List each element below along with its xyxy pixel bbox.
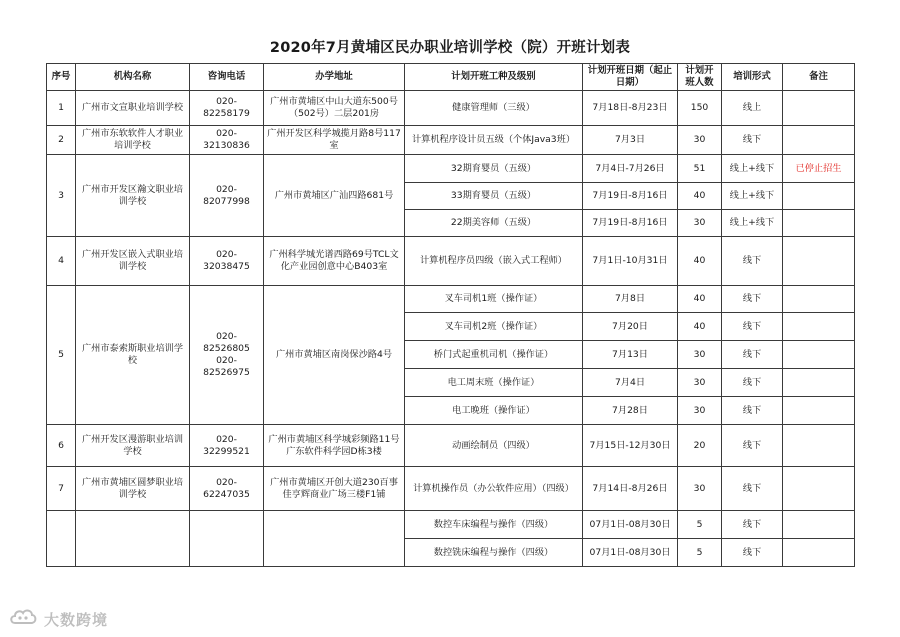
cell-mode: 线下 — [722, 425, 783, 467]
cell-date: 7月19日-8月16日 — [583, 210, 678, 237]
cell-date: 7月19日-8月16日 — [583, 183, 678, 210]
cell-course: 数控铣床编程与操作（四级） — [405, 539, 583, 567]
cell-mode: 线下 — [722, 126, 783, 155]
watermark — [8, 606, 108, 632]
cell-note — [783, 91, 855, 126]
cell-phone: 020-32130836 — [190, 126, 264, 155]
cell-note — [783, 425, 855, 467]
cell-date: 07月1日-08月30日 — [583, 511, 678, 539]
cell-no: 2 — [47, 126, 76, 155]
cell-org: 广州市黄埔区圆梦职业培训学校 — [76, 467, 190, 511]
cell-mode: 线下 — [722, 397, 783, 425]
cell-no: 5 — [47, 286, 76, 425]
cell-org: 广州开发区嵌入式职业培训学校 — [76, 237, 190, 286]
header-mode: 培训形式 — [722, 64, 783, 91]
cell-date: 7月28日 — [583, 397, 678, 425]
cell-address: 广州市黄埔区广汕四路681号 — [264, 155, 405, 237]
cell-course: 桥门式起重机司机（操作证） — [405, 341, 583, 369]
cell-org: 广州市开发区瀚文职业培训学校 — [76, 155, 190, 237]
cell-note — [783, 210, 855, 237]
table-row — [47, 286, 855, 313]
cloud-logo-icon — [8, 605, 38, 633]
cell-course: 电工晚班（操作证） — [405, 397, 583, 425]
cell-date: 7月20日 — [583, 313, 678, 341]
cell-mode: 线下 — [722, 467, 783, 511]
cell-course: 电工周末班（操作证） — [405, 369, 583, 397]
cell-date: 7月14日-8月26日 — [583, 467, 678, 511]
cell-course: 计算机程序员四级（嵌入式工程师） — [405, 237, 583, 286]
cell-phone: 020-82526805 020-82526975 — [190, 286, 264, 425]
cell-mode: 线下 — [722, 313, 783, 341]
header-course: 计划开班工种及级别 — [405, 64, 583, 91]
table-row — [47, 511, 855, 539]
header-phone: 咨询电话 — [190, 64, 264, 91]
cell-address: 广州市黄埔区开创大道230百事佳亨辉商业广场三楼F1铺 — [264, 467, 405, 511]
cell-note — [783, 467, 855, 511]
cell-course: 22期美容师（五级） — [405, 210, 583, 237]
cell-address: 广州开发区科学城揽月路8号117室 — [264, 126, 405, 155]
cell-course: 动画绘制员（四级） — [405, 425, 583, 467]
table-row — [47, 155, 855, 183]
cell-phone: 020-32038475 — [190, 237, 264, 286]
cell-course: 计算机程序设计员五级（个体Java3班） — [405, 126, 583, 155]
cell-note — [783, 237, 855, 286]
cell-note — [783, 397, 855, 425]
cell-note — [783, 511, 855, 539]
cell-no — [47, 511, 76, 567]
cell-note — [783, 369, 855, 397]
cell-address: 广州科学城光谱西路69号TCL文化产业园创意中心B403室 — [264, 237, 405, 286]
cell-count: 40 — [678, 183, 722, 210]
table-row — [47, 467, 855, 511]
cell-count: 40 — [678, 286, 722, 313]
header-note: 备注 — [783, 64, 855, 91]
cell-address — [264, 511, 405, 567]
cell-course: 数控车床编程与操作（四级） — [405, 511, 583, 539]
cell-note — [783, 183, 855, 210]
cell-mode: 线上+线下 — [722, 210, 783, 237]
cell-no: 6 — [47, 425, 76, 467]
cell-date: 7月3日 — [583, 126, 678, 155]
cell-org: 广州开发区漫游职业培训学校 — [76, 425, 190, 467]
cell-count: 150 — [678, 91, 722, 126]
cell-count: 5 — [678, 539, 722, 567]
cell-phone: 020-82077998 — [190, 155, 264, 237]
cell-address: 广州市黄埔区中山大道东500号（502号）二层201房 — [264, 91, 405, 126]
cell-mode: 线下 — [722, 511, 783, 539]
cell-count: 30 — [678, 467, 722, 511]
cell-phone — [190, 511, 264, 567]
cell-address: 广州市黄埔区南岗保沙路4号 — [264, 286, 405, 425]
cell-date: 7月1日-10月31日 — [583, 237, 678, 286]
training-plan-table — [46, 63, 855, 567]
cell-phone: 020-82258179 — [190, 91, 264, 126]
cell-date: 07月1日-08月30日 — [583, 539, 678, 567]
table-row — [47, 237, 855, 286]
cell-note — [783, 313, 855, 341]
page-title: 2020年7月黄埔区民办职业培训学校（院）开班计划表 — [269, 40, 631, 56]
cell-mode: 线下 — [722, 286, 783, 313]
cell-note — [783, 539, 855, 567]
cell-date: 7月13日 — [583, 341, 678, 369]
cell-count: 30 — [678, 397, 722, 425]
cell-mode: 线下 — [722, 237, 783, 286]
cell-no: 4 — [47, 237, 76, 286]
cell-org: 广州市东软软件人才职业培训学校 — [76, 126, 190, 155]
cell-phone: 020-32299521 — [190, 425, 264, 467]
cell-course: 32期育婴员（五级） — [405, 155, 583, 183]
cell-org: 广州市泰索斯职业培训学校 — [76, 286, 190, 425]
header-no: 序号 — [47, 64, 76, 91]
cell-mode: 线上+线下 — [722, 155, 783, 183]
cell-org — [76, 511, 190, 567]
table-row — [47, 425, 855, 467]
cell-count: 20 — [678, 425, 722, 467]
watermark-text: 大数跨境 — [44, 610, 109, 629]
cell-date: 7月15日-12月30日 — [583, 425, 678, 467]
cell-note — [783, 341, 855, 369]
cell-mode: 线下 — [722, 341, 783, 369]
cell-no: 3 — [47, 155, 76, 237]
cell-count: 30 — [678, 210, 722, 237]
cell-no: 1 — [47, 91, 76, 126]
header-row — [47, 64, 855, 91]
cell-address: 广州市黄埔区科学城彩频路11号广东软件科学园D栋3楼 — [264, 425, 405, 467]
header-date: 计划开班日期（起止日期） — [583, 64, 678, 91]
cell-count: 30 — [678, 126, 722, 155]
cell-count: 51 — [678, 155, 722, 183]
cell-count: 40 — [678, 237, 722, 286]
cell-date: 7月18日-8月23日 — [583, 91, 678, 126]
table-row — [47, 91, 855, 126]
cell-course: 健康管理师（三级） — [405, 91, 583, 126]
cell-date: 7月4日 — [583, 369, 678, 397]
cell-mode: 线下 — [722, 539, 783, 567]
cell-note — [783, 286, 855, 313]
cell-course: 33期育婴员（五级） — [405, 183, 583, 210]
cell-org: 广州市文宣职业培训学校 — [76, 91, 190, 126]
header-org: 机构名称 — [76, 64, 190, 91]
cell-mode: 线上 — [722, 91, 783, 126]
status-note: 已停止招生 — [783, 155, 855, 183]
cell-count: 5 — [678, 511, 722, 539]
table-row — [47, 126, 855, 155]
cell-course: 计算机操作员（办公软件应用）（四级） — [405, 467, 583, 511]
cell-course: 叉车司机2班（操作证） — [405, 313, 583, 341]
cell-count: 40 — [678, 313, 722, 341]
cell-mode: 线下 — [722, 369, 783, 397]
cell-date: 7月8日 — [583, 286, 678, 313]
cell-note — [783, 126, 855, 155]
cell-phone: 020-62247035 — [190, 467, 264, 511]
cell-date: 7月4日-7月26日 — [583, 155, 678, 183]
cell-mode: 线上+线下 — [722, 183, 783, 210]
cell-course: 叉车司机1班（操作证） — [405, 286, 583, 313]
header-address: 办学地址 — [264, 64, 405, 91]
cell-count: 30 — [678, 369, 722, 397]
cell-count: 30 — [678, 341, 722, 369]
header-count: 计划开班人数 — [678, 64, 722, 91]
cell-no: 7 — [47, 467, 76, 511]
